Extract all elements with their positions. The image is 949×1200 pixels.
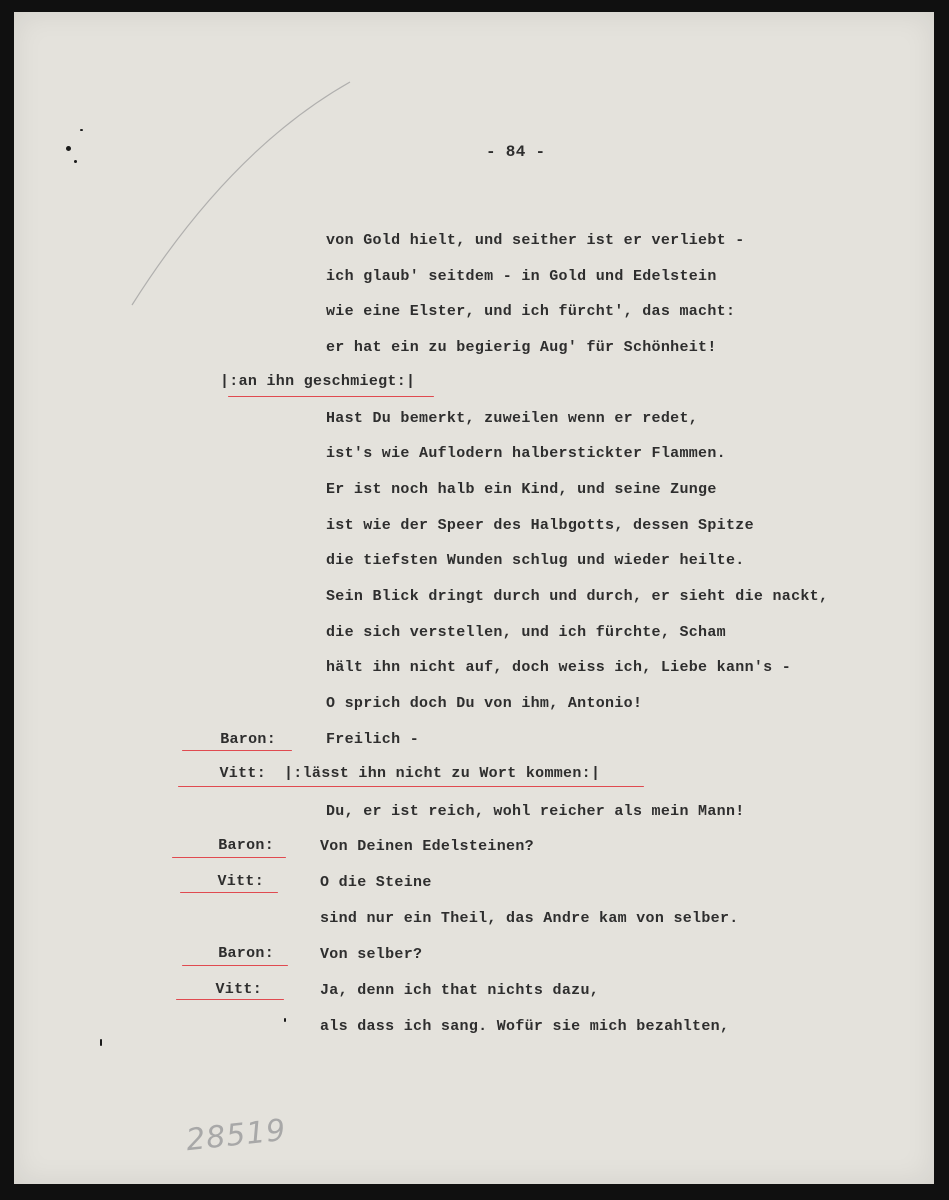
speaker-vitt: Vitt: bbox=[217, 873, 264, 890]
red-underline bbox=[182, 965, 288, 966]
red-underline bbox=[178, 786, 644, 787]
scan-speck bbox=[66, 146, 71, 151]
text-line: hält ihn nicht auf, doch weiss ich, Liebe kann's - bbox=[326, 659, 792, 676]
scan-speck bbox=[80, 129, 83, 131]
red-underline bbox=[228, 396, 434, 397]
text-line: Hast Du bemerkt, zuweilen wenn er redet, bbox=[326, 410, 699, 427]
text-line: Du, er ist reich, wohl reicher als mein Mann! bbox=[326, 803, 745, 820]
red-underline bbox=[182, 750, 292, 751]
text-line: ich glaub' seitdem - in Gold und Edelstein bbox=[326, 268, 717, 285]
red-underline bbox=[172, 857, 286, 858]
speaker-baron: Baron: bbox=[218, 945, 274, 962]
text-line: als dass ich sang. Wofür sie mich bezahlten, bbox=[320, 1018, 730, 1035]
stage-direction: |:lässt ihn nicht zu Wort kommen:| bbox=[284, 765, 601, 782]
text-line: die sich verstellen, und ich fürchte, Scham bbox=[326, 624, 726, 641]
text-line: O sprich doch Du von ihm, Antonio! bbox=[326, 695, 643, 712]
text-line: Sein Blick dringt durch und durch, er sieht die nackt, bbox=[326, 588, 829, 605]
speaker-baron: Baron: bbox=[218, 837, 274, 854]
text-line: O die Steine bbox=[320, 874, 432, 891]
text-line: ist wie der Speer des Halbgotts, dessen Spitze bbox=[326, 517, 754, 534]
text-line: ist's wie Auflodern halberstickter Flammen. bbox=[326, 445, 726, 462]
scan-speck bbox=[74, 160, 77, 163]
text-line: von Gold hielt, und seither ist er verliebt - bbox=[326, 232, 745, 249]
red-underline bbox=[180, 892, 278, 893]
page-number: - 84 - bbox=[486, 143, 546, 161]
stage-direction: |:an ihn geschmiegt:| bbox=[220, 373, 416, 390]
speaker-baron: Baron: bbox=[220, 731, 276, 748]
scan-speck bbox=[100, 1039, 102, 1046]
text-line: Ja, denn ich that nichts dazu, bbox=[320, 982, 600, 999]
text-line: Von selber? bbox=[320, 946, 423, 963]
text-line: Er ist noch halb ein Kind, und seine Zunge bbox=[326, 481, 717, 498]
speaker-vitt: Vitt: bbox=[219, 765, 266, 782]
speaker-vitt: Vitt: bbox=[215, 981, 262, 998]
text-line: Von Deinen Edelsteinen? bbox=[320, 838, 534, 855]
text-line: sind nur ein Theil, das Andre kam von selber. bbox=[320, 910, 739, 927]
red-underline bbox=[176, 999, 284, 1000]
text-line: die tiefsten Wunden schlug und wieder heilte. bbox=[326, 552, 745, 569]
scan-speck bbox=[284, 1018, 286, 1022]
text-line: Freilich - bbox=[326, 731, 420, 748]
text-line: er hat ein zu begierig Aug' für Schönheit! bbox=[326, 339, 717, 356]
text-line: wie eine Elster, und ich fürcht', das macht: bbox=[326, 303, 736, 320]
archive-number: 28519 bbox=[184, 1112, 288, 1159]
